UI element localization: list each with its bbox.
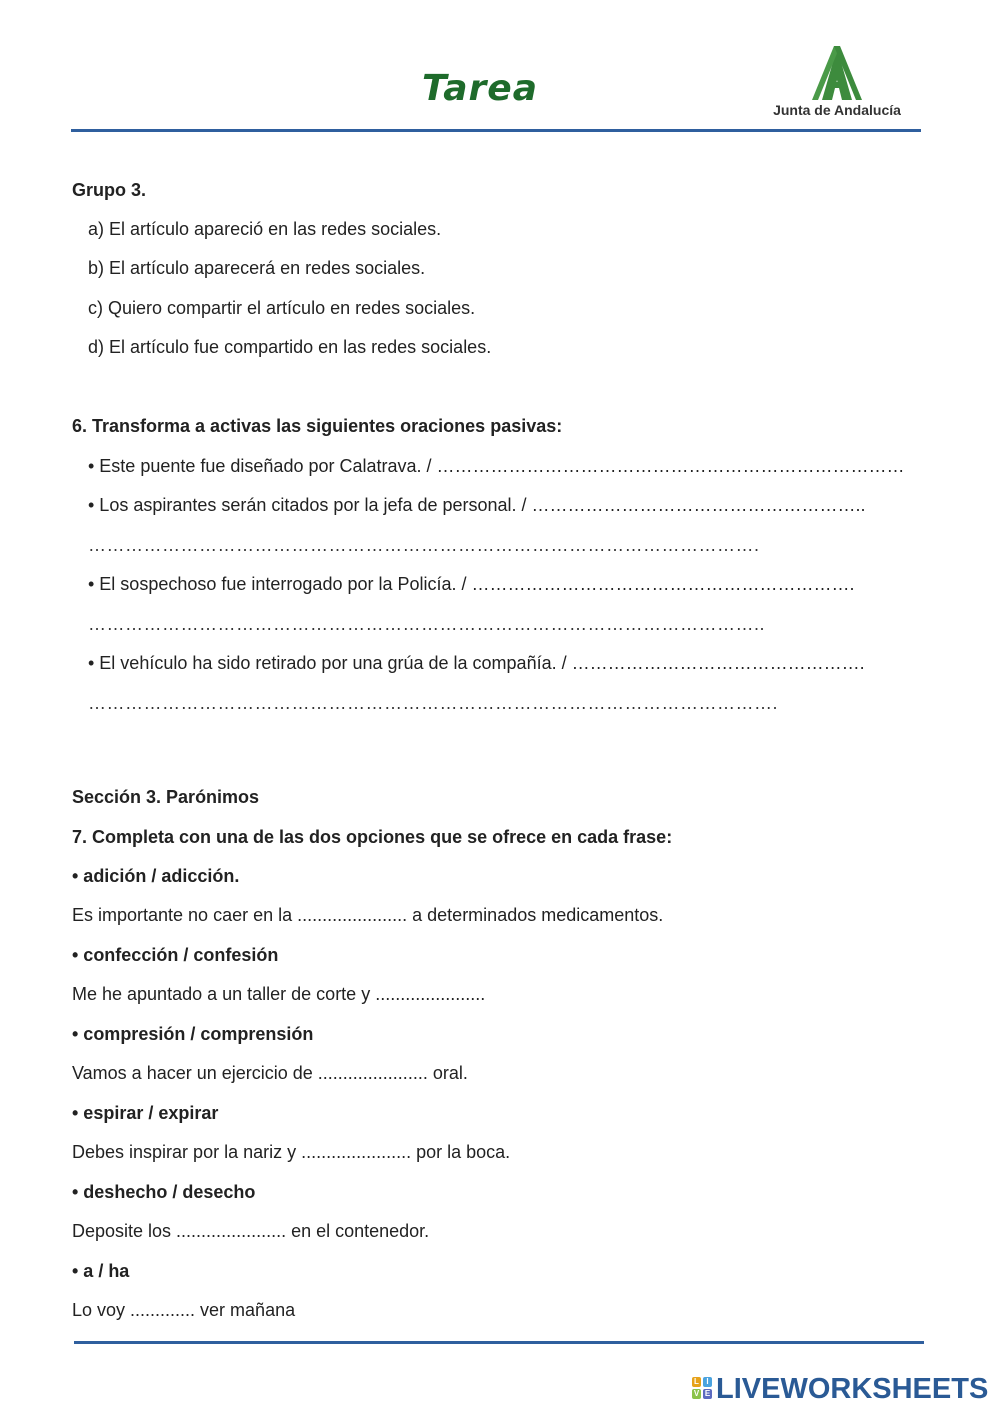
exercise-6-heading: 6. Transforma a activas las siguientes oraciones pasivas:: [72, 416, 563, 436]
andalucia-a-icon: [772, 44, 902, 102]
paronym-options: • espirar / expirar: [72, 1103, 219, 1123]
paronym-options: • adición / adicción.: [72, 866, 240, 886]
group-item: b) El artículo aparecerá en redes sociales.: [88, 258, 426, 278]
paronym-options: • deshecho / desecho: [72, 1182, 256, 1202]
paronym-options: • confección / confesión: [72, 945, 279, 965]
paronym-sentence: Lo voy ............. ver mañana: [72, 1300, 296, 1320]
paronym-sentence: Vamos a hacer un ejercicio de ...................... oral.: [72, 1063, 468, 1083]
group-item: d) El artículo fue compartido en las redes sociales.: [88, 337, 492, 357]
page-title: Tarea: [421, 68, 539, 109]
group-heading: Grupo 3.: [72, 180, 147, 200]
paronym-options: • a / ha: [72, 1261, 130, 1281]
liveworksheets-brand: LIVEWORKSHEETS: [716, 1373, 989, 1405]
answer-blank-line[interactable]: ……………………………………………………………………………………………….: [88, 535, 760, 555]
paronym-sentence: Me he apuntado a un taller de corte y ......................: [72, 984, 486, 1004]
paronym-sentence: Debes inspirar por la nariz y ...................... por la boca.: [72, 1142, 511, 1162]
paronym-options: • compresión / comprensión: [72, 1024, 314, 1044]
exercise-6-line: • Este puente fue diseñado por Calatrava. / ……………………………………………………………………: [88, 456, 905, 476]
answer-blank-line[interactable]: ………………………………………………………………………………………………..: [88, 614, 766, 634]
paronym-sentence: Deposite los ...................... en el contenedor.: [72, 1221, 430, 1241]
section-3-heading: Sección 3. Parónimos: [72, 787, 260, 807]
group-item: a) El artículo apareció en las redes sociales.: [88, 219, 442, 239]
exercise-6-line: • Los aspirantes serán citados por la jefa de personal. / ………………………………………………..: [88, 495, 866, 515]
exercise-6-line: • El sospechoso fue interrogado por la Policía. / ……………………………………………………….: [88, 574, 855, 594]
logo-label: Junta de Andalucía: [773, 102, 901, 118]
group-item: c) Quiero compartir el artículo en redes sociales.: [88, 298, 476, 318]
junta-de-andalucia-logo: [772, 44, 902, 122]
exercise-6-line: • El vehículo ha sido retirado por una grúa de la compañía. / ………………………………………….: [88, 653, 865, 673]
liveworksheets-icon: L I V E: [693, 1377, 711, 1398]
footer-divider: [74, 1341, 924, 1344]
paronym-sentence: Es importante no caer en la ...................... a determinados medicamentos.: [72, 905, 664, 925]
header-divider: [71, 129, 921, 132]
answer-blank-line[interactable]: ………………………………………………………………………………………………….: [88, 693, 779, 713]
exercise-7-heading: 7. Completa con una de las dos opciones que se ofrece en cada frase:: [72, 827, 673, 847]
